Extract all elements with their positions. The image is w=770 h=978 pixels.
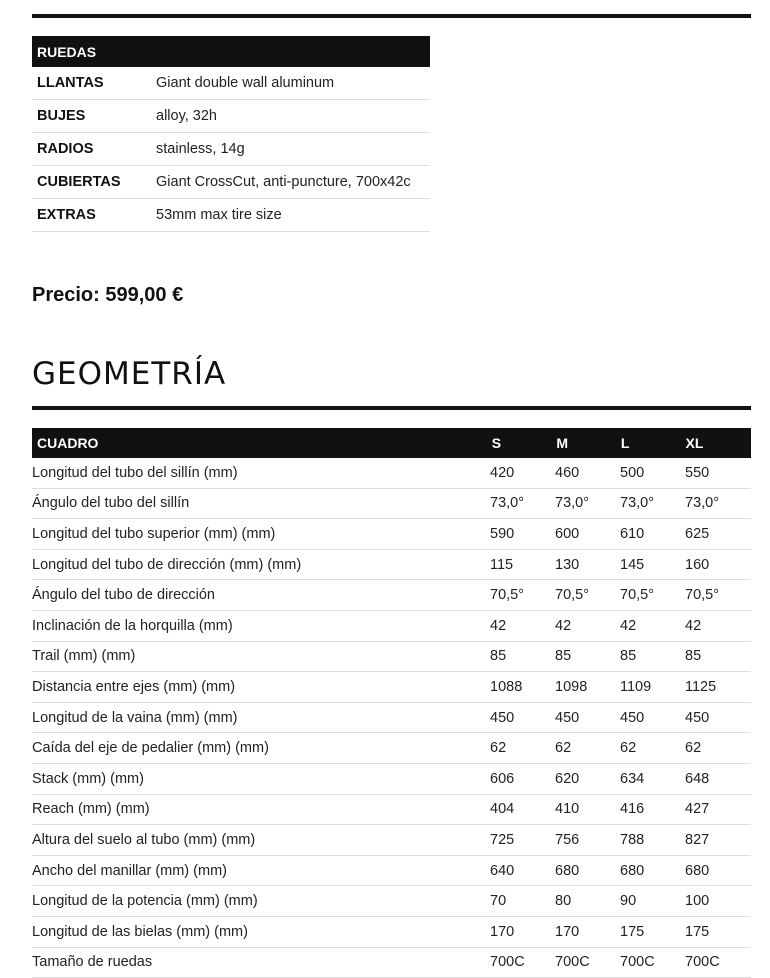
row-label: Ángulo del tubo del sillín — [32, 495, 490, 511]
row-value: 42 — [555, 618, 620, 634]
ruedas-header: RUEDAS — [32, 36, 430, 67]
row-value: 62 — [620, 740, 685, 756]
row-value: 70 — [490, 893, 555, 909]
spec-row — [32, 166, 430, 199]
ruedas-spec-table — [32, 36, 430, 232]
row-value: 73,0° — [620, 495, 685, 511]
row-label: Trail (mm) (mm) — [32, 648, 490, 664]
geometry-header-row — [32, 428, 751, 458]
row-value: 680 — [555, 863, 620, 879]
row-label: Longitud de las bielas (mm) (mm) — [32, 924, 490, 940]
row-value: 1098 — [555, 679, 620, 695]
header-cuadro: CUADRO — [32, 435, 487, 451]
table-row — [32, 886, 751, 917]
row-value: 100 — [685, 893, 751, 909]
row-value: 175 — [685, 924, 751, 940]
row-value: 634 — [620, 771, 685, 787]
row-value: 70,5° — [555, 587, 620, 603]
row-value: 700C — [685, 954, 751, 970]
row-label: Caída del eje de pedalier (mm) (mm) — [32, 740, 490, 756]
row-value: 404 — [490, 801, 555, 817]
spec-row — [32, 67, 430, 100]
row-value: 85 — [555, 648, 620, 664]
table-row — [32, 642, 751, 673]
row-value: 500 — [620, 465, 685, 481]
spec-label: RADIOS — [32, 141, 156, 157]
row-value: 170 — [490, 924, 555, 940]
geometry-table — [32, 428, 751, 978]
row-value: 42 — [685, 618, 751, 634]
row-value: 606 — [490, 771, 555, 787]
table-row — [32, 519, 751, 550]
row-value: 145 — [620, 557, 685, 573]
price-label: Precio: 599,00 € — [32, 284, 183, 307]
spec-value: stainless, 14g — [156, 141, 430, 157]
row-value: 590 — [490, 526, 555, 542]
row-value: 450 — [490, 710, 555, 726]
table-row — [32, 733, 751, 764]
row-value: 62 — [685, 740, 751, 756]
row-label: Longitud del tubo del sillín (mm) — [32, 465, 490, 481]
spec-row — [32, 100, 430, 133]
row-label: Longitud del tubo superior (mm) (mm) — [32, 526, 490, 542]
row-value: 625 — [685, 526, 751, 542]
row-value: 170 — [555, 924, 620, 940]
row-value: 42 — [620, 618, 685, 634]
row-value: 450 — [555, 710, 620, 726]
row-value: 70,5° — [620, 587, 685, 603]
row-label: Longitud de la vaina (mm) (mm) — [32, 710, 490, 726]
spec-value: alloy, 32h — [156, 108, 430, 124]
row-value: 73,0° — [685, 495, 751, 511]
row-label: Longitud de la potencia (mm) (mm) — [32, 893, 490, 909]
row-value: 85 — [685, 648, 751, 664]
spec-value: 53mm max tire size — [156, 207, 430, 223]
table-row — [32, 580, 751, 611]
header-size-xl: XL — [681, 435, 752, 451]
top-divider — [32, 14, 751, 18]
row-label: Altura del suelo al tubo (mm) (mm) — [32, 832, 490, 848]
row-value: 680 — [620, 863, 685, 879]
spec-row — [32, 199, 430, 232]
row-label: Tamaño de ruedas — [32, 954, 490, 970]
row-label: Distancia entre ejes (mm) (mm) — [32, 679, 490, 695]
row-value: 725 — [490, 832, 555, 848]
row-value: 85 — [620, 648, 685, 664]
row-label: Inclinación de la horquilla (mm) — [32, 618, 490, 634]
row-label: Ancho del manillar (mm) (mm) — [32, 863, 490, 879]
table-row — [32, 489, 751, 520]
table-row — [32, 764, 751, 795]
row-value: 416 — [620, 801, 685, 817]
table-row — [32, 948, 751, 978]
row-value: 680 — [685, 863, 751, 879]
geometry-title: GEOMETRÍA — [32, 356, 226, 392]
row-value: 427 — [685, 801, 751, 817]
row-label: Reach (mm) (mm) — [32, 801, 490, 817]
row-value: 827 — [685, 832, 751, 848]
row-value: 550 — [685, 465, 751, 481]
row-value: 115 — [490, 557, 555, 573]
row-value: 756 — [555, 832, 620, 848]
header-size-s: S — [487, 435, 552, 451]
header-size-l: L — [616, 435, 681, 451]
table-row — [32, 703, 751, 734]
row-value: 1125 — [685, 679, 751, 695]
row-value: 620 — [555, 771, 620, 787]
row-value: 700C — [555, 954, 620, 970]
spec-label: EXTRAS — [32, 207, 156, 223]
row-label: Longitud del tubo de dirección (mm) (mm) — [32, 557, 490, 573]
spec-value: Giant CrossCut, anti-puncture, 700x42c — [156, 174, 430, 190]
table-row — [32, 550, 751, 581]
row-value: 788 — [620, 832, 685, 848]
row-value: 450 — [620, 710, 685, 726]
row-value: 62 — [555, 740, 620, 756]
spec-label: LLANTAS — [32, 75, 156, 91]
spec-value: Giant double wall aluminum — [156, 75, 430, 91]
row-label: Stack (mm) (mm) — [32, 771, 490, 787]
row-value: 700C — [620, 954, 685, 970]
row-value: 460 — [555, 465, 620, 481]
row-value: 70,5° — [490, 587, 555, 603]
spec-row — [32, 133, 430, 166]
row-value: 600 — [555, 526, 620, 542]
row-value: 80 — [555, 893, 620, 909]
row-value: 1109 — [620, 679, 685, 695]
row-value: 1088 — [490, 679, 555, 695]
row-value: 73,0° — [555, 495, 620, 511]
table-row — [32, 795, 751, 826]
table-row — [32, 458, 751, 489]
row-value: 610 — [620, 526, 685, 542]
row-value: 130 — [555, 557, 620, 573]
row-value: 420 — [490, 465, 555, 481]
row-value: 175 — [620, 924, 685, 940]
row-value: 700C — [490, 954, 555, 970]
spec-label: BUJES — [32, 108, 156, 124]
row-label: Ángulo del tubo de dirección — [32, 587, 490, 603]
header-size-m: M — [551, 435, 616, 451]
row-value: 90 — [620, 893, 685, 909]
row-value: 160 — [685, 557, 751, 573]
table-row — [32, 825, 751, 856]
geometry-body — [32, 458, 751, 978]
spec-label: CUBIERTAS — [32, 174, 156, 190]
row-value: 70,5° — [685, 587, 751, 603]
row-value: 62 — [490, 740, 555, 756]
row-value: 450 — [685, 710, 751, 726]
table-row — [32, 672, 751, 703]
row-value: 73,0° — [490, 495, 555, 511]
row-value: 648 — [685, 771, 751, 787]
row-value: 85 — [490, 648, 555, 664]
table-row — [32, 917, 751, 948]
geometry-divider — [32, 406, 751, 410]
row-value: 410 — [555, 801, 620, 817]
row-value: 640 — [490, 863, 555, 879]
row-value: 42 — [490, 618, 555, 634]
table-row — [32, 611, 751, 642]
table-row — [32, 856, 751, 887]
